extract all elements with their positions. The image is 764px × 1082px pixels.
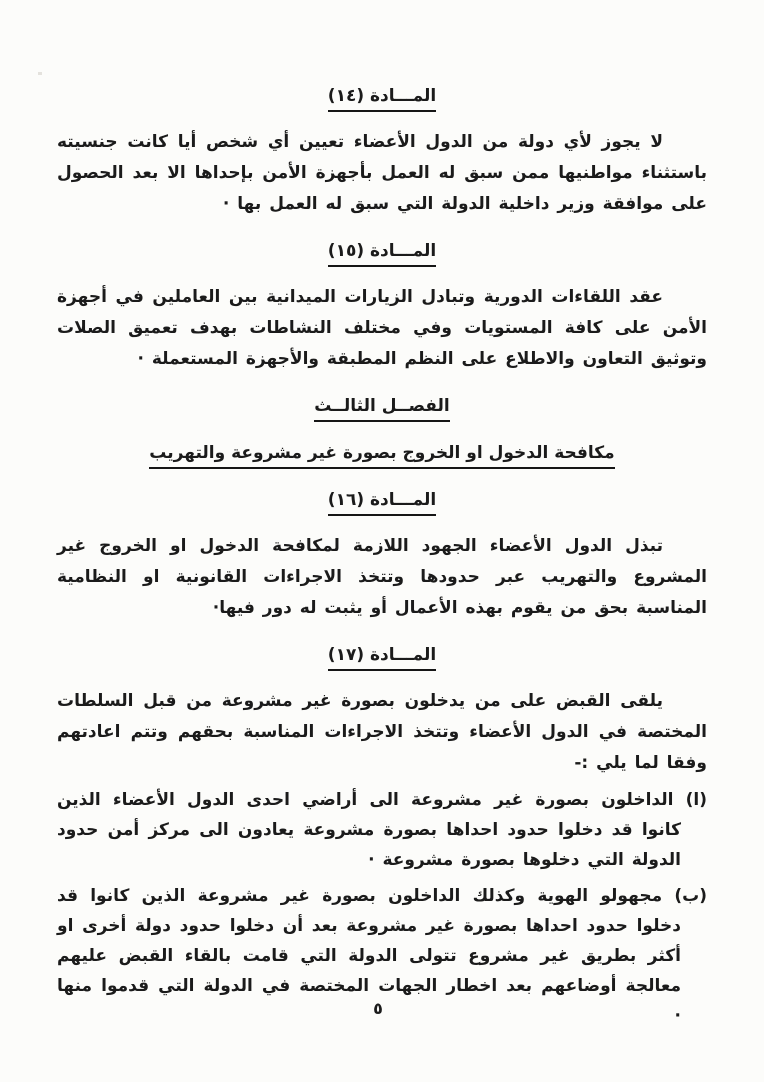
list-item-b-marker: (ب)	[674, 886, 707, 906]
chapter-3-subtitle	[57, 443, 707, 469]
list-item-b-text: مجهولو الهوية وكذلك الداخلون بصورة غير مشروعة الذين كانوا قد دخلوا حدود احداها بصورة غير مشروعة بعد أن دخلوا حدود دولة أخرى او أكثر بطريق غير مشروع تتولى الدولة التي قامت بالقاء القبض عليهم معالجة أوضاعهم بعد اخطار الجهات المختصة في الدولة التي قدموا منها ·	[57, 886, 681, 1026]
article-17-heading-text: المـــادة (١٧)	[328, 645, 436, 671]
chapter-3-heading	[57, 396, 707, 422]
article-14-heading	[57, 86, 707, 112]
list-item-a-marker: (ا)	[685, 790, 707, 810]
article-17-heading	[57, 645, 707, 671]
article-15-body: عقد اللقاءات الدورية وتبادل الزيارات الميدانية بين العاملين في أجهزة الأمن على كافة المستويات وفي مختلف النشاطات بهدف تعميق الصلات وتوثيق التعاون والاطلاع على النظم المطبقة والأجهزة المستعملة ·	[57, 287, 707, 369]
article-14-body: لا يجوز لأي دولة من الدول الأعضاء تعيين أي شخص أيا كانت جنسيته باستثناء مواطنيها ممن سبق له العمل بأجهزة الأمن بإحداها الا بعد الحصول على موافقة وزير داخلية الدولة التي سبق له العمل بها ·	[57, 132, 707, 214]
article-16-body: تبذل الدول الأعضاء الجهود اللازمة لمكافحة الدخول او الخروج غير المشروع والتهريب عبر حدودها وتتخذ الاجراءات القانونية او النظامية المناسبة بحق من يقوم بهذه الأعمال أو يثبت له دور فيها·	[57, 536, 707, 618]
article-15-heading	[57, 241, 707, 267]
chapter-3-subtitle-text: مكافحة الدخول او الخروج بصورة غير مشروعة والتهريب	[149, 443, 614, 469]
article-17-intro: يلقى القبض على من يدخلون بصورة غير مشروعة من قبل السلطات المختصة في الدول الأعضاء وتتخذ الاجراءات المناسبة بحقهم وتتم اعادتهم وفقا لما يلي :-	[57, 691, 707, 773]
list-item-a	[57, 785, 707, 875]
chapter-3-heading-text: الفصــل الثالــث	[314, 396, 449, 422]
list-item-a-text: الداخلون بصورة غير مشروعة الى أراضي احدى الدول الأعضاء الذين كانوا قد دخلوا حدود احداها بصورة مشروعة يعادون الى مركز أمن حدود الدولة التي دخلوها بصورة مشروعة ·	[57, 790, 681, 870]
article-16-heading	[57, 490, 707, 516]
page-number: ٥	[373, 999, 383, 1018]
article-15-heading-text: المـــادة (١٥)	[328, 241, 436, 267]
article-14-heading-text: المـــادة (١٤)	[328, 86, 436, 112]
article-16-heading-text: المـــادة (١٦)	[328, 490, 436, 516]
